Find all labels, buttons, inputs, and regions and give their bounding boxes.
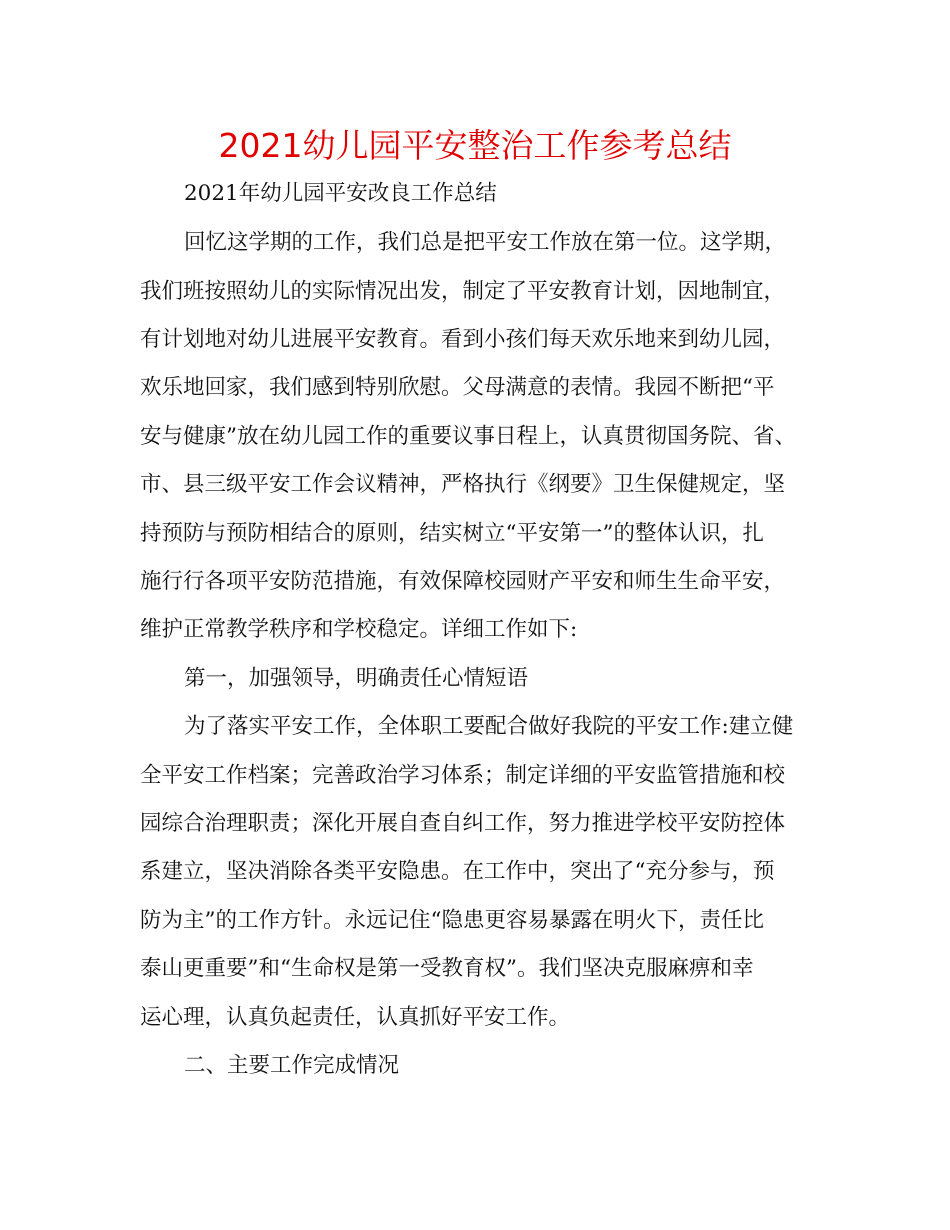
paragraph-line: 运心理，认真负起责任，认真抓好平安工作。 (140, 1005, 571, 1030)
paragraph-line: 系建立，坚决消除各类平安隐患。在工作中，突出了“充分参与，预 (140, 859, 775, 884)
paragraph-line: 持预防与预防相结合的原则，结实树立“平安第一”的整体认识，扎 (140, 521, 764, 546)
paragraph-line: 回忆这学期的工作，我们总是把平安工作放在第一位。这学期， (184, 230, 787, 255)
paragraph-line: 泰山更重要”和“生命权是第一受教育权”。我们坚决克服麻痹和幸 (140, 956, 754, 981)
document-title: 2021幼儿园平安整治工作参考总结 (218, 126, 732, 165)
section-heading: 二、主要工作完成情况 (184, 1053, 400, 1078)
paragraph-line: 为了落实平安工作，全体职工要配合做好我院的平安工作:建立健 (184, 714, 794, 739)
section-heading: 第一，加强领导，明确责任心情短语 (184, 666, 529, 691)
paragraph-line: 施行行各项平安防范措施，有效保障校园财产平安和师生生命平安， (140, 569, 786, 594)
paragraph-line: 有计划地对幼儿进展平安教育。看到小孩们每天欢乐地来到幼儿园， (140, 327, 786, 352)
paragraph-line: 欢乐地回家，我们感到特别欣慰。父母满意的表情。我园不断把“平 (140, 375, 775, 400)
subtitle-line: 2021年幼儿园平安改良工作总结 (184, 181, 497, 206)
paragraph-line: 全平安工作档案；完善政治学习体系；制定详细的平安监管措施和校 (140, 763, 786, 788)
paragraph-line: 维护正常教学秩序和学校稳定。详细工作如下: (140, 617, 578, 642)
paragraph-line: 市、县三级平安工作会议精神，严格执行《纲要》卫生保健规定，坚 (140, 472, 786, 497)
paragraph-line: 我们班按照幼儿的实际情况出发，制定了平安教育计划，因地制宜， (140, 279, 786, 304)
paragraph-line: 安与健康”放在幼儿园工作的重要议事日程上，认真贯彻国务院、省、 (140, 424, 796, 449)
paragraph-line: 园综合治理职责；深化开展自查自纠工作，努力推进学校平安防控体 (140, 811, 786, 836)
paragraph-line: 防为主”的工作方针。永远记住“隐患更容易暴露在明火下，责任比 (140, 908, 764, 933)
